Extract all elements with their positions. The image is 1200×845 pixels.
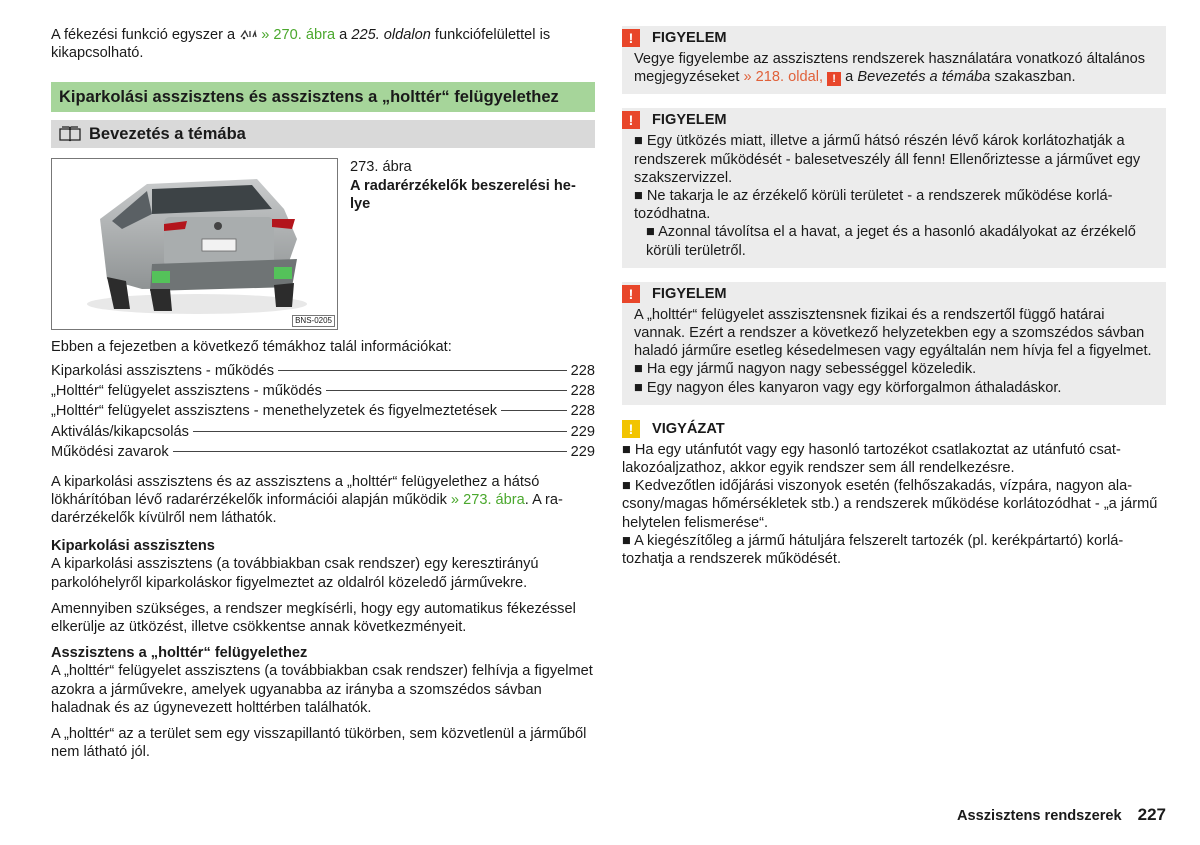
toc-intro: Ebben a fejezetben a következő témákhoz talál információkat: <box>51 339 452 356</box>
warning-icon: ! <box>827 72 841 86</box>
caution-item: ■ Kedvezőtlen időjárási viszonyok esetén (felhőszakadás, vízpára, nagyon alacsony/magas hőmérsékletek stb.) a rendszerek működése korlátozódhat - „a jármű helytelen felismerése“. <box>622 478 1158 531</box>
figure-link[interactable]: » 270. ábra <box>261 27 336 43</box>
figure-link[interactable]: » 273. ábra <box>450 491 525 508</box>
warning-header <box>622 108 1166 132</box>
page-footer <box>957 805 1166 825</box>
body-paragraph-3: Amennyiben szükséges, a rendszer megkísérli, hogy egy automatikus fékezéssel elkerülje az ütközést, illetve csökkentse annak következményeit. <box>51 600 576 636</box>
caution-item: ■ A kiegészítőleg a jármű hátuljára felszerelt tartozék (pl. kerékpártartó) korlátozhatja a rendszerek működését. <box>622 532 1124 568</box>
section-title: Kiparkolási asszisztens és asszisztens a „holttér“ felügyelethez <box>51 82 595 112</box>
subsection-header <box>51 120 595 148</box>
warning-icon: ! <box>622 285 640 303</box>
footer-title: Asszisztens rendszerek <box>956 808 1122 824</box>
book-icon <box>59 126 81 142</box>
warning-text: Vegye figyelembe az asszisztens rendszerek használatára vonatkozó általános megjegyzéseket » 218. oldal, ! a Bevezetés a témába szakaszban. <box>634 51 1146 86</box>
warning-header <box>622 282 1166 306</box>
car-figure <box>51 158 338 330</box>
warning-box-2 <box>622 108 1166 267</box>
toc-row[interactable]: Kiparkolási asszisztens - működés 228 <box>51 362 595 379</box>
warning-box-3 <box>622 282 1166 405</box>
intro-paragraph: A fékezési funkció egyszer a » 270. ábra a 225. oldalon funkciófelülettel is kikapcsolható. <box>51 27 551 62</box>
page-link[interactable]: » 218. oldal, <box>743 69 824 86</box>
warning-box-1 <box>622 26 1166 94</box>
toc-row[interactable]: „Holttér“ felügyelet asszisztens - működés 228 <box>51 383 595 400</box>
page-ref: 225. oldalon <box>351 27 431 43</box>
body-paragraph-4: A „holttér“ felügyelet asszisztens (a továbbiakban csak rendszer) felhívja a figyelmet azokra a járművekre, amelyek ugyanabba az irányba a szomszédos sávban haladnak és az úgynevezett holttérben találhatók. <box>51 663 593 716</box>
warning-title: FIGYELEM <box>652 30 727 46</box>
left-column <box>51 26 595 761</box>
warning-icon: ! <box>622 29 640 47</box>
warning-icon: ! <box>622 111 640 129</box>
warning-text: A „holttér“ felügyelet asszisztensnek fizikai és a rendszertől függő határai vannak. Ezért a rendszer a következő helyzetekben egy a szomszédos sávban haladó járműre esetleg késedelmesen vagy egyáltalán nem hívja fel a figyelmet. <box>634 306 1152 360</box>
warning-header <box>622 26 1166 50</box>
page-number: 227 <box>1137 805 1166 824</box>
caution-item: ■ Ha egy utánfutót vagy egy hasonló tartozékot csatlakoztat az utánfutó csatlakozóaljzathoz, akkor egyik rendszer sem áll rendelkezésre. <box>622 441 1121 477</box>
warning-title: FIGYELEM <box>652 112 727 129</box>
figure-number: 273. ábra <box>350 159 412 176</box>
warning-subitem: ■ Azonnal távolítsa el a havat, a jeget és a hasonló akadályokat az érzékelő körüli területről. <box>646 224 1136 259</box>
body-paragraph-1: A kiparkolási asszisztens és az asszisztens a „holttér“ felügyelethez a hátsó lökhárítóban lévő radarérzékelők információi alapján működik » 273. ábra. A radarérzékelők kívülről nem láthatók. <box>51 473 563 527</box>
intro-text: A fékezési funkció egyszer a <box>51 27 240 43</box>
car-rear-illustration <box>52 159 337 329</box>
caution-box <box>622 419 1166 568</box>
toc-row[interactable]: „Holttér“ felügyelet asszisztens - menethelyzetek és figyelmeztetések 228 <box>51 403 595 420</box>
warning-title: FIGYELEM <box>652 285 727 302</box>
warning-item: ■ Egy nagyon éles kanyaron vagy egy körforgalmon áthaladáskor. <box>634 379 1062 396</box>
toc-row[interactable]: Működési zavarok 229 <box>51 444 595 461</box>
toc-row[interactable]: Aktiválás/kikapcsolás 229 <box>51 423 595 440</box>
body-paragraph-2: A kiparkolási asszisztens (a továbbiakban csak rendszer) egy keresztirányú parkolóhelyről kiparkoláskor figyelmeztet az oldalról közeledő járművekre. <box>51 556 539 591</box>
caution-title: VIGYÁZAT <box>652 420 725 437</box>
figure-code: BNS-0205 <box>292 315 335 327</box>
figure-row <box>51 158 595 330</box>
warning-item: ■ Ha egy jármű nagyon nagy sebességgel közeledik. <box>634 361 977 378</box>
heading-holtter: Asszisztens a „holttér“ felügyelethez <box>51 645 308 662</box>
subsection-title: Bevezetés a témába <box>89 125 246 144</box>
figure-caption <box>350 158 590 330</box>
caution-header <box>622 419 1166 439</box>
warning-item: ■ Egy ütközés miatt, illetve a jármű hátsó részén lévő károk korlátozhatják a rendszerek működését - balesetveszély áll fenn! Ellenőriztesse a járművet egy szakszervizzel. <box>634 133 1141 186</box>
warning-item: ■ Ne takarja le az érzékelő körüli területet - a rendszerek működése korlátozódhatna. <box>634 188 1113 223</box>
brake-assist-icon <box>239 28 257 40</box>
caution-icon: ! <box>622 420 640 438</box>
toc-list <box>51 361 595 463</box>
body-paragraph-5: A „holttér“ az a terület sem egy visszapillantó tükörben, sem közvetlenül a járműből nem látható jól. <box>51 726 587 761</box>
heading-kiparkolasi: Kiparkolási asszisztens <box>51 538 215 555</box>
right-column <box>622 26 1166 568</box>
figure-title: A radarérzékelők beszerelési helye <box>350 177 576 212</box>
